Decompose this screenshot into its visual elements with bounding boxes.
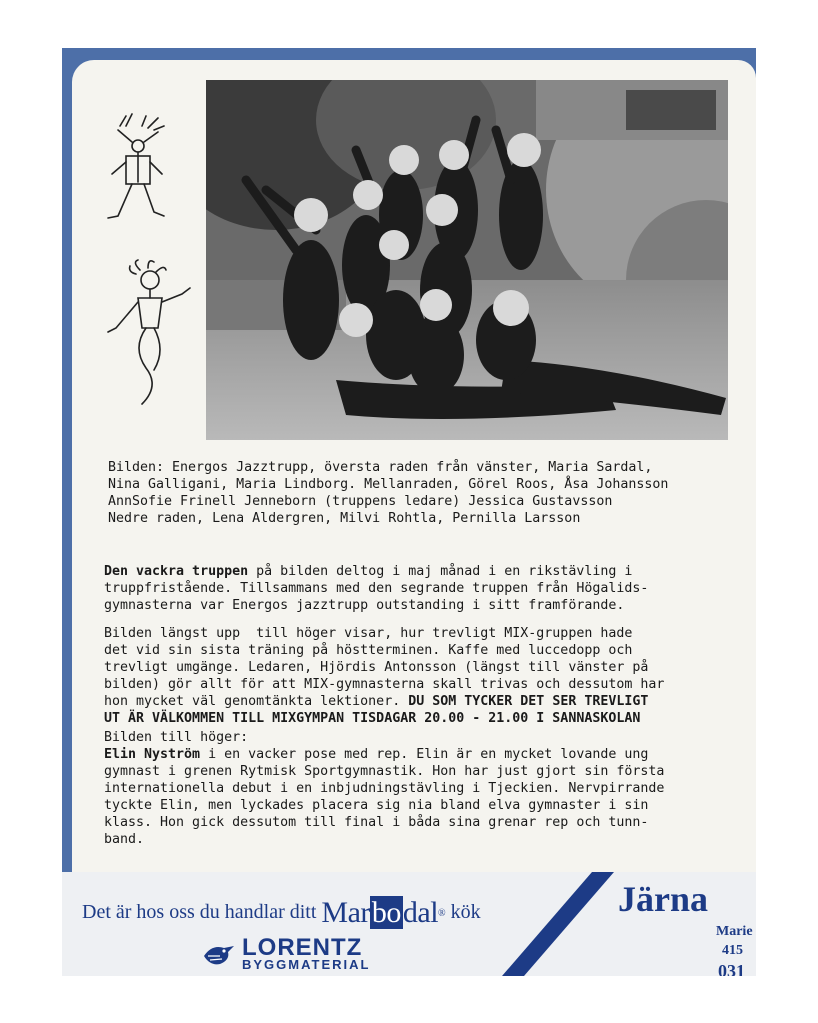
ad-jarna <box>618 872 756 976</box>
caption-line: AnnSofie Frinell Jenneborn (truppens ledare) Jessica Gustavsson <box>108 494 613 509</box>
stick-figure-doodle-icon <box>102 258 194 408</box>
text-line: klass. Hon gick dessutom till final i båda sina grenar rep och tunn- <box>104 815 649 830</box>
text-line: hon mycket väl genomtänkta lektioner. <box>104 694 409 709</box>
text-line: tyckte Elin, men lyckades placera sig nia bland elva gymnaster i sin <box>104 798 649 813</box>
paragraph-elin <box>104 729 744 848</box>
caption-line: Bilden: Energos Jazztrupp, översta raden från vänster, Maria Sardal, <box>108 460 653 475</box>
bold-invite: UT ÄR VÄLKOMMEN TILL MIXGYMPAN TISDAGAR 20.00 - 21.00 I SANNASKOLAN <box>104 711 641 726</box>
caption-line: Nina Galligani, Maria Lindborg. Mellanraden, Görel Roos, Åsa Johansson <box>108 477 669 492</box>
bold-lead: Den vackra truppen <box>104 564 249 579</box>
text-line: Bilden till höger: <box>104 730 249 745</box>
paragraph-troupe <box>104 563 744 614</box>
text-line: på bilden deltog i maj månad i en rikstävling i <box>248 564 633 579</box>
text-line: i en vacker pose med rep. Elin är en mycket lovande ung <box>200 747 649 762</box>
photo-caption <box>108 459 748 527</box>
paragraph-mix-group <box>104 625 744 727</box>
text-line: internationella debut i en inbjudningstävling i Tjeckien. Nervpirrande <box>104 781 665 796</box>
lorentz-logo-text <box>242 934 371 972</box>
lorentz-sub: BYGGMATERIAL <box>242 957 371 972</box>
brand-part: Mar <box>321 896 370 929</box>
ad-marbodal <box>62 872 602 976</box>
troupe-photo <box>206 80 728 440</box>
caption-line: Nedre raden, Lena Aldergren, Milvi Rohtla, Pernilla Larsson <box>108 511 581 526</box>
text-line: gymnast i grenen Rytmisk Sportgymnastik. Hon har just gjort sin första <box>104 764 665 779</box>
brand-part: dal <box>402 896 439 929</box>
text-line: gymnasterna var Energos jazztrupp outstanding i sitt framförande. <box>104 598 625 613</box>
brand-part: bo <box>371 896 401 929</box>
text-line: truppfristående. Tillsammans med den segrande truppen från Högalids- <box>104 581 649 596</box>
bold-name: Elin Nyström <box>104 747 201 762</box>
ad-slogan <box>82 896 481 930</box>
scan-margin <box>0 976 818 1023</box>
text-line: band. <box>104 832 145 847</box>
lorentz-name: LORENTZ <box>242 934 363 961</box>
bird-logo-icon <box>202 942 236 968</box>
slogan-text: Det är hos oss du handlar ditt <box>82 901 322 923</box>
stick-figure-doodle-icon <box>98 112 178 224</box>
bold-invite: DU SOM TYCKER DET SER TREVLIGT <box>408 694 649 709</box>
registered-mark: ® <box>438 908 446 919</box>
marbodal-logo <box>321 896 438 930</box>
text-line: bilden) gör allt för att MIX-gymnasterna skall trivas och dessutom har <box>104 677 665 692</box>
jarna-title: Järna <box>618 879 708 919</box>
text-line: det vid sin sista träning på höstterminen. Kaffe med luccedopp och <box>104 643 633 658</box>
text-line: Bilden längst upp till höger visar, hur trevligt MIX-gruppen hade <box>104 626 633 641</box>
advertisement-band <box>62 872 756 976</box>
address-line: Marie <box>716 924 753 939</box>
address-line: 031 <box>718 961 745 976</box>
text-line: trevligt umgänge. Ledaren, Hjördis Antonsson (längst till vänster på <box>104 660 649 675</box>
address-line: 415 <box>722 943 743 958</box>
slogan-text: kök <box>445 901 481 923</box>
